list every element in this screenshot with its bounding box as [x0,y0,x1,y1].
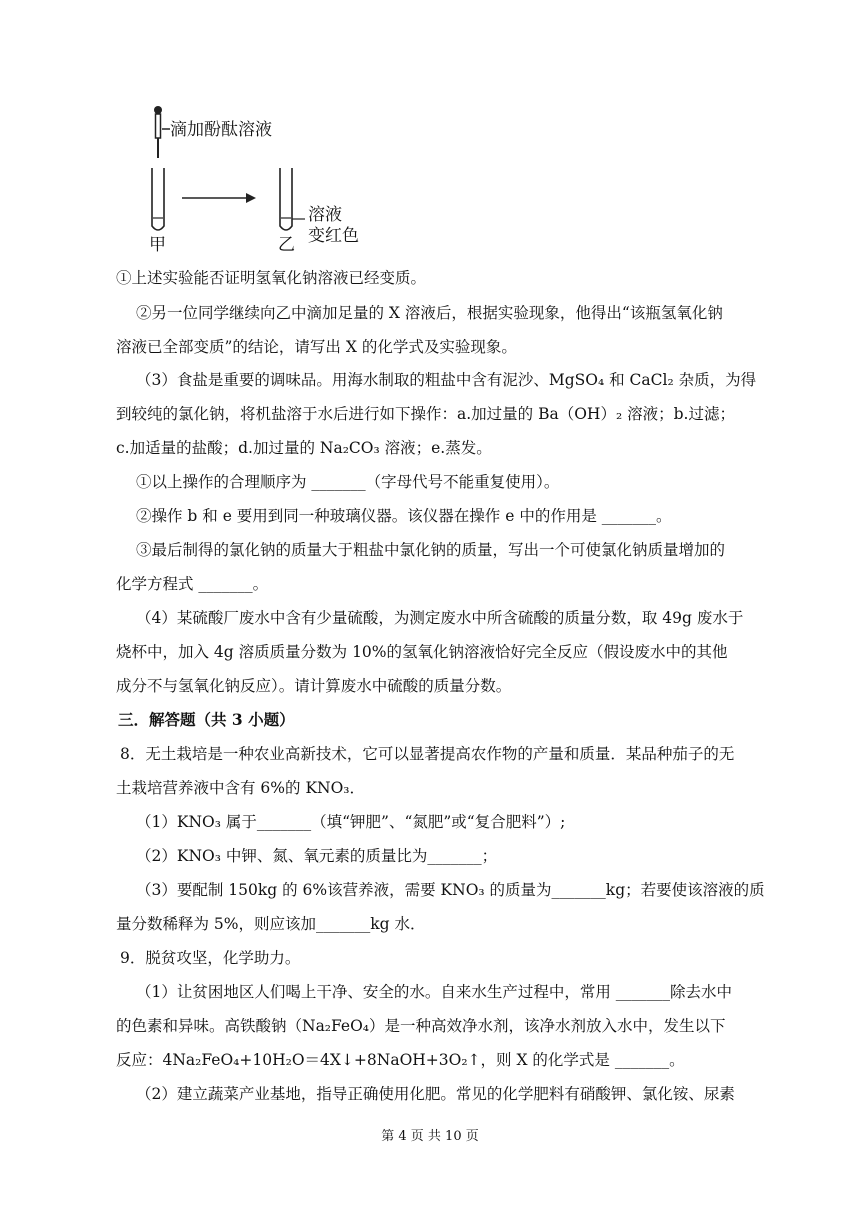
text-line: 烧杯中，加入 4g 溶质质量分数为 10%的氢氧化钠溶液恰好完全反应（假设废水中的其他 [116,643,728,661]
section-heading: 三．解答题（共 3 小题） [118,710,295,729]
text-line: （2）KNO₃ 中钾、氮、氧元素的质量比为_______； [136,847,498,865]
experiment-figure [140,102,380,252]
text-line: 量分数稀释为 5%，则应该加_______kg 水． [116,915,426,933]
question-9-line: 9．脱贫攻坚，化学助力。 [120,949,301,967]
dropper-icon [154,106,170,158]
test-tube-jia-icon [152,168,164,230]
text-line: （1）让贫困地区人们喝上干净、安全的水。自来水生产过程中，常用 _______除去水中 [136,983,733,1001]
result-label-1: 溶液 [308,205,342,225]
text-line: ②操作 b 和 e 要用到同一种玻璃仪器。该仪器在操作 e 中的作用是 _______。 [136,507,672,525]
text-line: 土栽培营养液中含有 6%的 KNO₃． [116,779,366,797]
page-footer: 第 4 页 共 10 页 [381,1129,479,1144]
dropper-label: 滴加酚酞溶液 [170,120,272,140]
result-label-2: 变红色 [308,226,359,246]
text-line: （3）食盐是重要的调味品。用海水制取的粗盐中含有泥沙、MgSO₄ 和 CaCl₂ 杂质，为得 [136,371,757,389]
text-line: 成分不与氢氧化钠反应）。请计算废水中硫酸的质量分数。 [116,677,512,695]
text-line: 溶液已全部变质”的结论，请写出 X 的化学式及实验现象。 [116,338,517,356]
text-line: （4）某硫酸厂废水中含有少量硫酸，为测定废水中所含硫酸的质量分数，取 49g 废水于 [136,609,744,627]
tube-yi-label: 乙 [278,235,295,252]
text-line: （1）KNO₃ 属于_______（填“钾肥”、“氮肥”或“复合肥料”）; [136,813,566,831]
text-line: （2）建立蔬菜产业基地，指导正确使用化肥。常见的化学肥料有硝酸钾、氯化铵、尿素 [136,1085,735,1103]
text-line: 的色素和异味。高铁酸钠（Na₂FeO₄）是一种高效净水剂，该净水剂放入水中，发生以下 [116,1017,726,1035]
text-line: 化学方程式 _______。 [116,575,269,593]
tube-jia-label: 甲 [149,235,166,252]
question-8-line: 8．无土栽培是一种农业高新技术，它可以显著提高农作物的产量和质量．某品种茄子的无 [120,745,735,763]
text-line: ①上述实验能否证明氢氧化钠溶液已经变质。 [116,269,427,287]
test-tube-yi-icon [280,168,305,230]
text-line: （3）要配制 150kg 的 6%该营养液，需要 KNO₃ 的质量为_______kg；若要使该溶液的质 [136,881,765,899]
text-line: c.加适量的盐酸；d.加过量的 Na₂CO₃ 溶液；e.蒸发。 [116,439,492,457]
text-line: 到较纯的氯化钠，将机盐溶于水后进行如下操作：a.加过量的 Ba（OH）₂ 溶液；b.过滤； [116,405,735,423]
text-line: 反应：4Na₂FeO₄+10H₂O＝4X↓+8NaOH+3O₂↑，则 X 的化学式是 _______。 [116,1051,685,1069]
text-line: ②另一位同学继续向乙中滴加足量的 X 溶液后，根据实验现象，他得出“该瓶氢氧化钠 [136,304,723,322]
text-line: ③最后制得的氯化钠的质量大于粗盐中氯化钠的质量，写出一个可使氯化钠质量增加的 [136,541,726,559]
text-line: ①以上操作的合理顺序为 _______（字母代号不能重复使用）。 [136,473,560,491]
arrow-icon [182,193,256,203]
